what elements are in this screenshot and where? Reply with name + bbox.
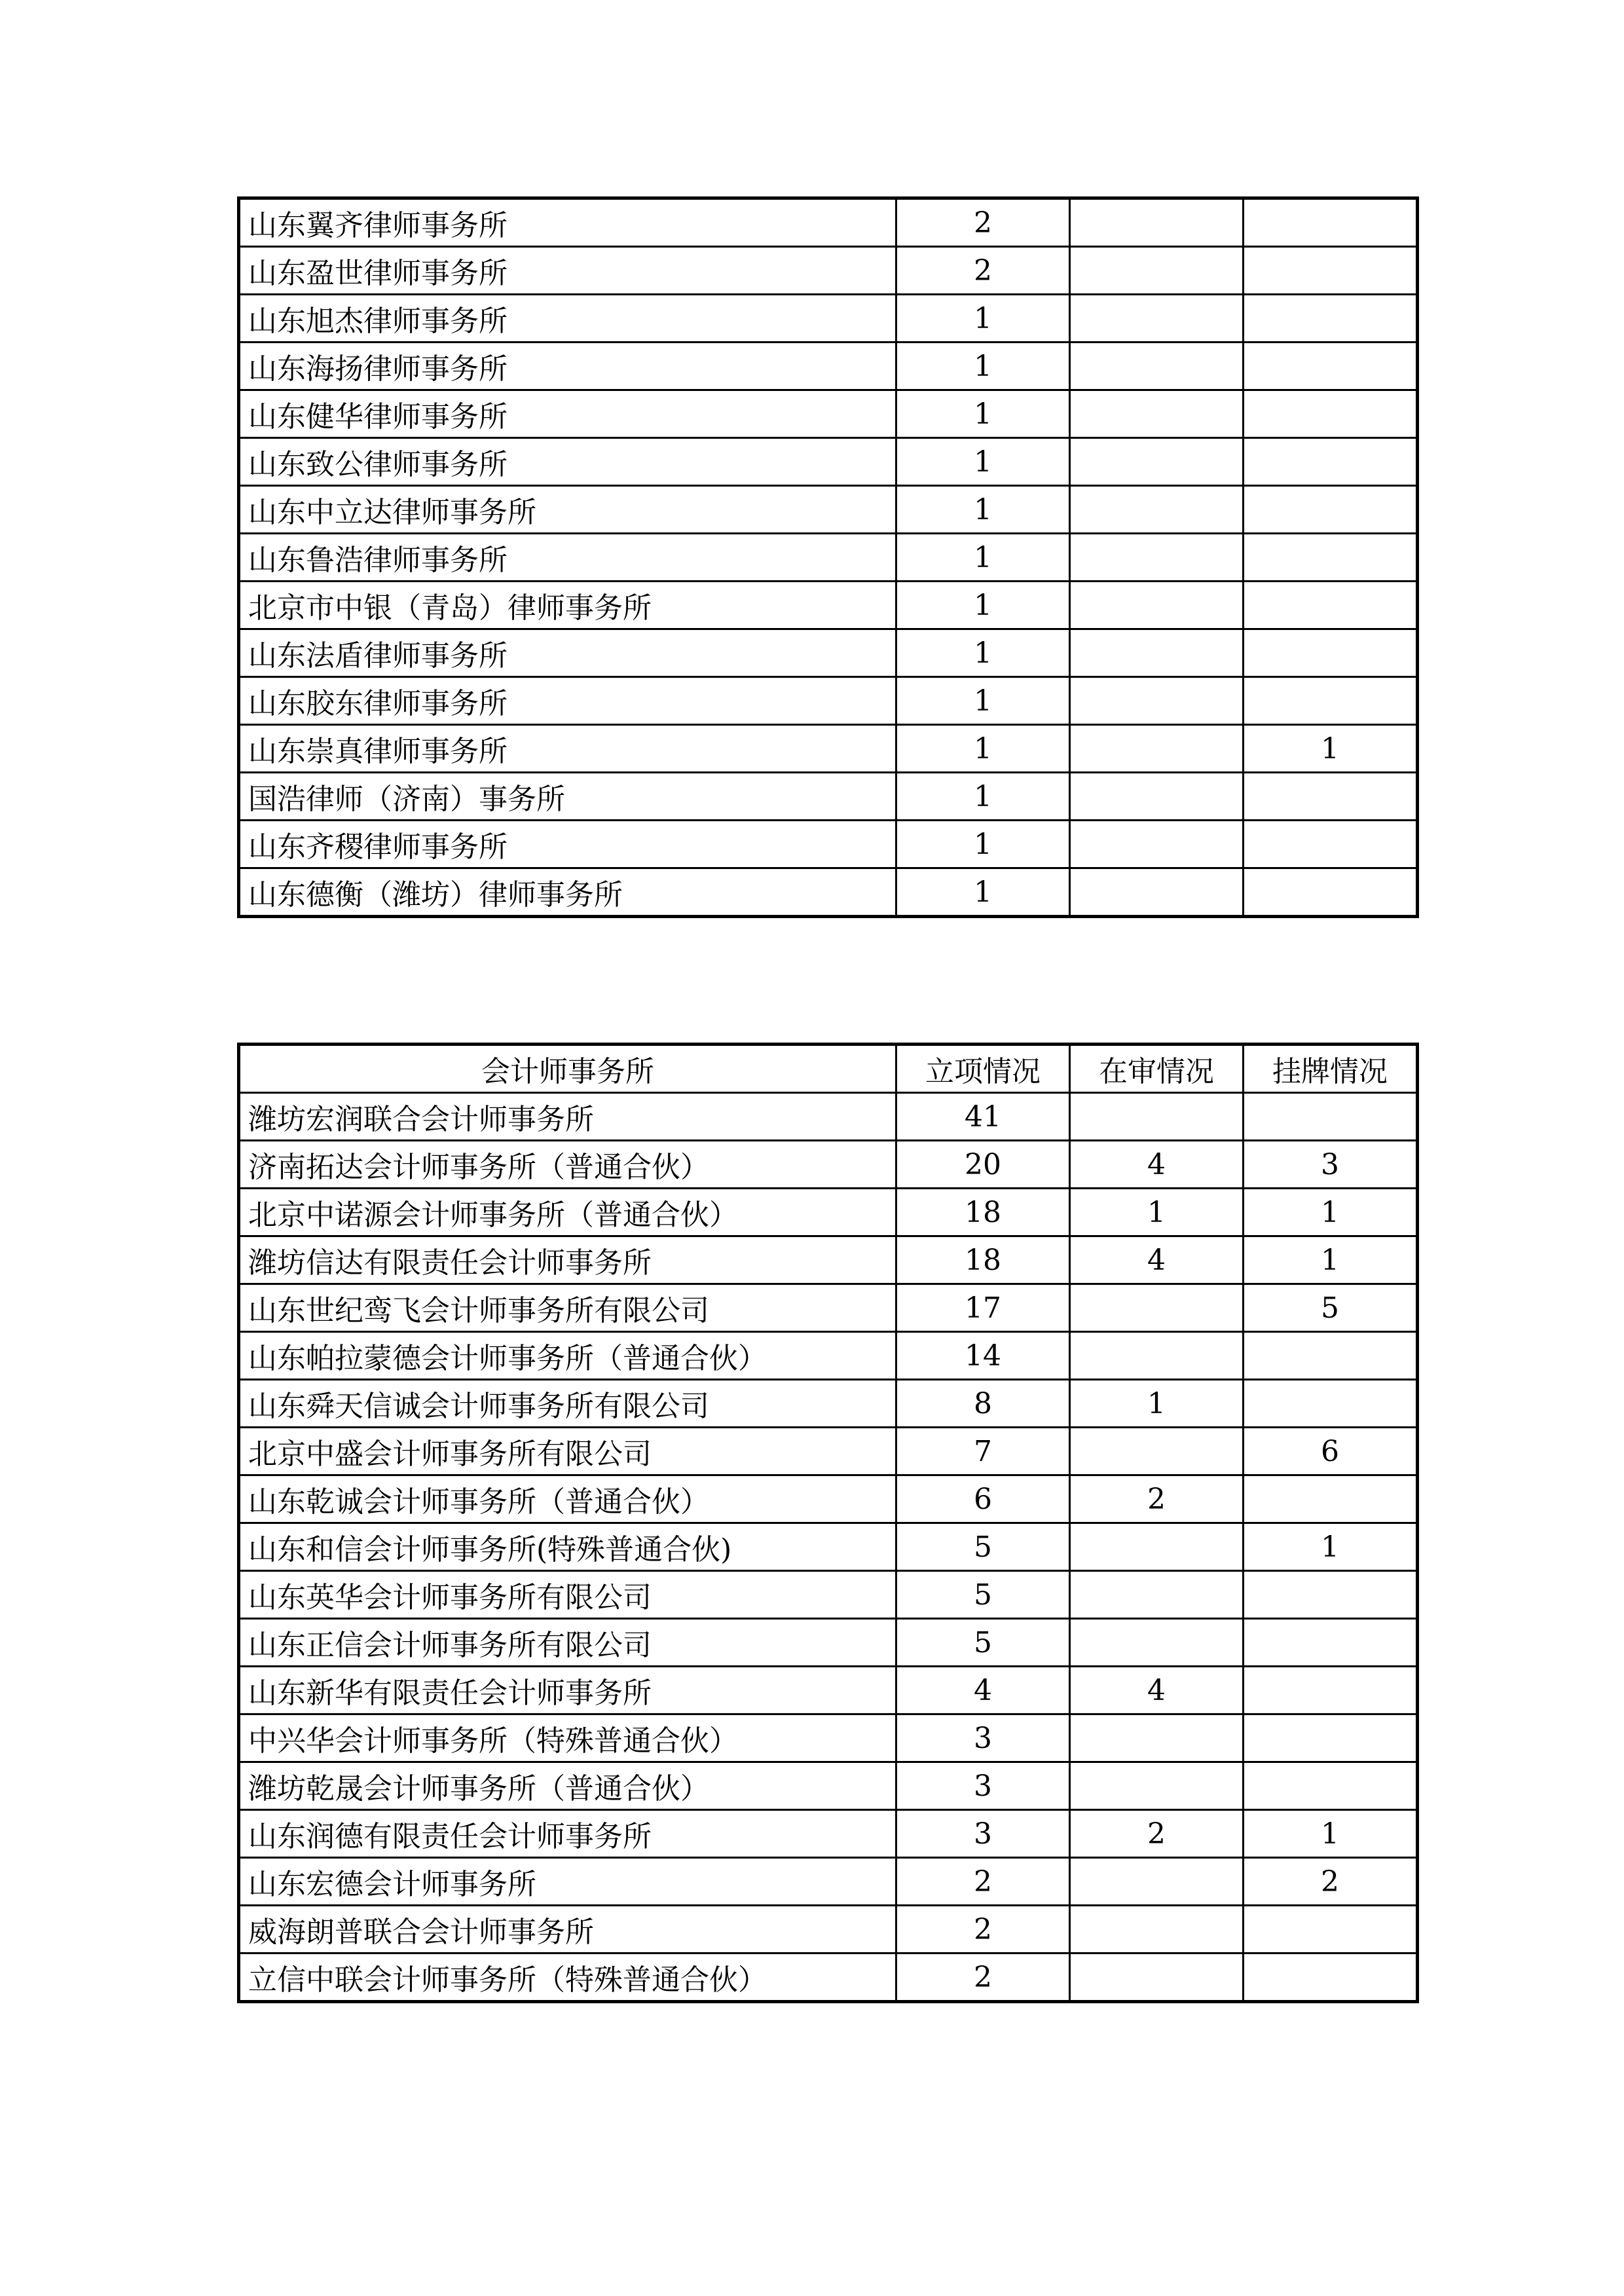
review-count-cell: [1070, 438, 1244, 486]
table-row: [239, 1714, 1418, 1762]
listed-count-cell: [1244, 773, 1418, 821]
table-row: [239, 1332, 1418, 1380]
listed-count-cell: [1244, 1619, 1418, 1667]
project-count-cell: 1: [896, 438, 1070, 486]
firm-name-cell: 山东海扬律师事务所: [239, 343, 896, 390]
review-count-cell: [1070, 247, 1244, 295]
table-row: [239, 1093, 1418, 1141]
review-count-cell: 2: [1070, 1475, 1244, 1523]
review-count-cell: [1070, 1093, 1244, 1141]
firm-name-cell: 山东帕拉蒙德会计师事务所（普通合伙）: [239, 1332, 896, 1380]
accounting-firm-table-body: [239, 1093, 1418, 2002]
firm-name-cell: 山东盈世律师事务所: [239, 247, 896, 295]
review-count-cell: [1070, 725, 1244, 773]
table-row: [239, 1953, 1418, 2002]
review-count-cell: [1070, 1284, 1244, 1332]
firm-name-cell: 潍坊信达有限责任会计师事务所: [239, 1236, 896, 1284]
header-listing-status: 挂牌情况: [1244, 1045, 1418, 1093]
listed-count-cell: [1244, 343, 1418, 390]
review-count-cell: 4: [1070, 1667, 1244, 1714]
review-count-cell: [1070, 343, 1244, 390]
project-count-cell: 18: [896, 1236, 1070, 1284]
review-count-cell: [1070, 1332, 1244, 1380]
firm-name-cell: 山东健华律师事务所: [239, 390, 896, 438]
firm-name-cell: 北京中盛会计师事务所有限公司: [239, 1428, 896, 1475]
header-firm-name: 会计师事务所: [239, 1045, 896, 1093]
listed-count-cell: [1244, 486, 1418, 534]
firm-name-cell: 山东旭杰律师事务所: [239, 295, 896, 343]
firm-name-cell: 山东宏德会计师事务所: [239, 1858, 896, 1906]
review-count-cell: [1070, 1428, 1244, 1475]
review-count-cell: [1070, 198, 1244, 247]
header-project-status: 立项情况: [896, 1045, 1070, 1093]
listed-count-cell: [1244, 629, 1418, 677]
table-row: [239, 1141, 1418, 1189]
review-count-cell: [1070, 534, 1244, 582]
review-count-cell: [1070, 582, 1244, 629]
project-count-cell: 4: [896, 1667, 1070, 1714]
listed-count-cell: [1244, 1762, 1418, 1810]
header-row: [239, 1045, 1418, 1093]
table-row: [239, 1762, 1418, 1810]
table-row: [239, 438, 1418, 486]
project-count-cell: 3: [896, 1762, 1070, 1810]
firm-name-cell: 山东胶东律师事务所: [239, 677, 896, 725]
project-count-cell: 1: [896, 486, 1070, 534]
review-count-cell: [1070, 629, 1244, 677]
table-row: [239, 1523, 1418, 1571]
project-count-cell: 14: [896, 1332, 1070, 1380]
listed-count-cell: [1244, 1953, 1418, 2002]
table-row: [239, 1475, 1418, 1523]
project-count-cell: 1: [896, 773, 1070, 821]
firm-name-cell: 中兴华会计师事务所（特殊普通合伙）: [239, 1714, 896, 1762]
review-count-cell: 2: [1070, 1810, 1244, 1858]
project-count-cell: 41: [896, 1093, 1070, 1141]
firm-name-cell: 山东中立达律师事务所: [239, 486, 896, 534]
table-row: [239, 1619, 1418, 1667]
project-count-cell: 1: [896, 343, 1070, 390]
project-count-cell: 5: [896, 1523, 1070, 1571]
firm-name-cell: 威海朗普联合会计师事务所: [239, 1906, 896, 1953]
table-row: [239, 343, 1418, 390]
firm-name-cell: 山东英华会计师事务所有限公司: [239, 1571, 896, 1619]
project-count-cell: 2: [896, 1858, 1070, 1906]
review-count-cell: [1070, 390, 1244, 438]
table-row: [239, 390, 1418, 438]
listed-count-cell: 6: [1244, 1428, 1418, 1475]
review-count-cell: [1070, 486, 1244, 534]
project-count-cell: 1: [896, 534, 1070, 582]
table-row: [239, 1236, 1418, 1284]
project-count-cell: 5: [896, 1571, 1070, 1619]
review-count-cell: [1070, 1714, 1244, 1762]
project-count-cell: 5: [896, 1619, 1070, 1667]
listed-count-cell: 1: [1244, 725, 1418, 773]
table-row: [239, 773, 1418, 821]
review-count-cell: [1070, 1571, 1244, 1619]
project-count-cell: 2: [896, 247, 1070, 295]
table-row: [239, 821, 1418, 868]
firm-name-cell: 山东和信会计师事务所(特殊普通合伙): [239, 1523, 896, 1571]
listed-count-cell: 2: [1244, 1858, 1418, 1906]
listed-count-cell: 1: [1244, 1810, 1418, 1858]
firm-name-cell: 北京中诺源会计师事务所（普通合伙）: [239, 1189, 896, 1236]
listed-count-cell: [1244, 1380, 1418, 1428]
firm-name-cell: 山东翼齐律师事务所: [239, 198, 896, 247]
table-row: [239, 582, 1418, 629]
review-count-cell: [1070, 773, 1244, 821]
review-count-cell: [1070, 295, 1244, 343]
table-row: [239, 1906, 1418, 1953]
listed-count-cell: 1: [1244, 1523, 1418, 1571]
firm-name-cell: 潍坊乾晟会计师事务所（普通合伙）: [239, 1762, 896, 1810]
project-count-cell: 1: [896, 868, 1070, 917]
accounting-table-header: [239, 1045, 1418, 1093]
listed-count-cell: [1244, 582, 1418, 629]
project-count-cell: 17: [896, 1284, 1070, 1332]
firm-name-cell: 山东鲁浩律师事务所: [239, 534, 896, 582]
firm-name-cell: 山东新华有限责任会计师事务所: [239, 1667, 896, 1714]
listed-count-cell: [1244, 438, 1418, 486]
listed-count-cell: [1244, 677, 1418, 725]
law-firm-table: [237, 196, 1419, 918]
table-row: [239, 1284, 1418, 1332]
firm-name-cell: 北京市中银（青岛）律师事务所: [239, 582, 896, 629]
project-count-cell: 1: [896, 725, 1070, 773]
listed-count-cell: 3: [1244, 1141, 1418, 1189]
project-count-cell: 20: [896, 1141, 1070, 1189]
project-count-cell: 2: [896, 1906, 1070, 1953]
listed-count-cell: [1244, 1667, 1418, 1714]
listed-count-cell: [1244, 868, 1418, 917]
table-row: [239, 295, 1418, 343]
firm-name-cell: 山东德衡（潍坊）律师事务所: [239, 868, 896, 917]
firm-name-cell: 山东世纪鸾飞会计师事务所有限公司: [239, 1284, 896, 1332]
listed-count-cell: [1244, 821, 1418, 868]
review-count-cell: [1070, 821, 1244, 868]
project-count-cell: 1: [896, 821, 1070, 868]
listed-count-cell: [1244, 1906, 1418, 1953]
table-row: [239, 1380, 1418, 1428]
table-row: [239, 247, 1418, 295]
review-count-cell: [1070, 1762, 1244, 1810]
firm-name-cell: 山东法盾律师事务所: [239, 629, 896, 677]
firm-name-cell: 济南拓达会计师事务所（普通合伙）: [239, 1141, 896, 1189]
review-count-cell: 4: [1070, 1236, 1244, 1284]
accounting-firm-table: [237, 1043, 1419, 2003]
review-count-cell: [1070, 677, 1244, 725]
table-row: [239, 725, 1418, 773]
review-count-cell: [1070, 868, 1244, 917]
listed-count-cell: [1244, 295, 1418, 343]
review-count-cell: [1070, 1523, 1244, 1571]
review-count-cell: 1: [1070, 1189, 1244, 1236]
firm-name-cell: 山东齐稷律师事务所: [239, 821, 896, 868]
firm-name-cell: 山东正信会计师事务所有限公司: [239, 1619, 896, 1667]
listed-count-cell: [1244, 1475, 1418, 1523]
firm-name-cell: 潍坊宏润联合会计师事务所: [239, 1093, 896, 1141]
table-row: [239, 868, 1418, 917]
table-row: [239, 1189, 1418, 1236]
table-row: [239, 1428, 1418, 1475]
table-row: [239, 534, 1418, 582]
project-count-cell: 1: [896, 629, 1070, 677]
listed-count-cell: [1244, 1093, 1418, 1141]
project-count-cell: 1: [896, 582, 1070, 629]
listed-count-cell: [1244, 198, 1418, 247]
firm-name-cell: 山东乾诚会计师事务所（普通合伙）: [239, 1475, 896, 1523]
firm-name-cell: 国浩律师（济南）事务所: [239, 773, 896, 821]
listed-count-cell: 1: [1244, 1236, 1418, 1284]
project-count-cell: 1: [896, 677, 1070, 725]
review-count-cell: [1070, 1619, 1244, 1667]
listed-count-cell: [1244, 247, 1418, 295]
listed-count-cell: [1244, 1714, 1418, 1762]
project-count-cell: 3: [896, 1810, 1070, 1858]
project-count-cell: 3: [896, 1714, 1070, 1762]
project-count-cell: 1: [896, 390, 1070, 438]
listed-count-cell: 1: [1244, 1189, 1418, 1236]
table-row: [239, 198, 1418, 247]
law-firm-table-body: [239, 198, 1418, 917]
listed-count-cell: [1244, 534, 1418, 582]
firm-name-cell: 山东润德有限责任会计师事务所: [239, 1810, 896, 1858]
project-count-cell: 1: [896, 295, 1070, 343]
review-count-cell: [1070, 1906, 1244, 1953]
project-count-cell: 7: [896, 1428, 1070, 1475]
firm-name-cell: 山东崇真律师事务所: [239, 725, 896, 773]
listed-count-cell: [1244, 390, 1418, 438]
table-row: [239, 1858, 1418, 1906]
project-count-cell: 18: [896, 1189, 1070, 1236]
table-row: [239, 629, 1418, 677]
header-review-status: 在审情况: [1070, 1045, 1244, 1093]
firm-name-cell: 山东致公律师事务所: [239, 438, 896, 486]
review-count-cell: 4: [1070, 1141, 1244, 1189]
table-row: [239, 1810, 1418, 1858]
table-row: [239, 677, 1418, 725]
listed-count-cell: [1244, 1332, 1418, 1380]
firm-name-cell: 山东舜天信诚会计师事务所有限公司: [239, 1380, 896, 1428]
review-count-cell: [1070, 1858, 1244, 1906]
project-count-cell: 8: [896, 1380, 1070, 1428]
table-row: [239, 1667, 1418, 1714]
review-count-cell: [1070, 1953, 1244, 2002]
project-count-cell: 2: [896, 198, 1070, 247]
table-row: [239, 486, 1418, 534]
review-count-cell: 1: [1070, 1380, 1244, 1428]
listed-count-cell: 5: [1244, 1284, 1418, 1332]
table-row: [239, 1571, 1418, 1619]
firm-name-cell: 立信中联会计师事务所（特殊普通合伙）: [239, 1953, 896, 2002]
listed-count-cell: [1244, 1571, 1418, 1619]
project-count-cell: 2: [896, 1953, 1070, 2002]
project-count-cell: 6: [896, 1475, 1070, 1523]
